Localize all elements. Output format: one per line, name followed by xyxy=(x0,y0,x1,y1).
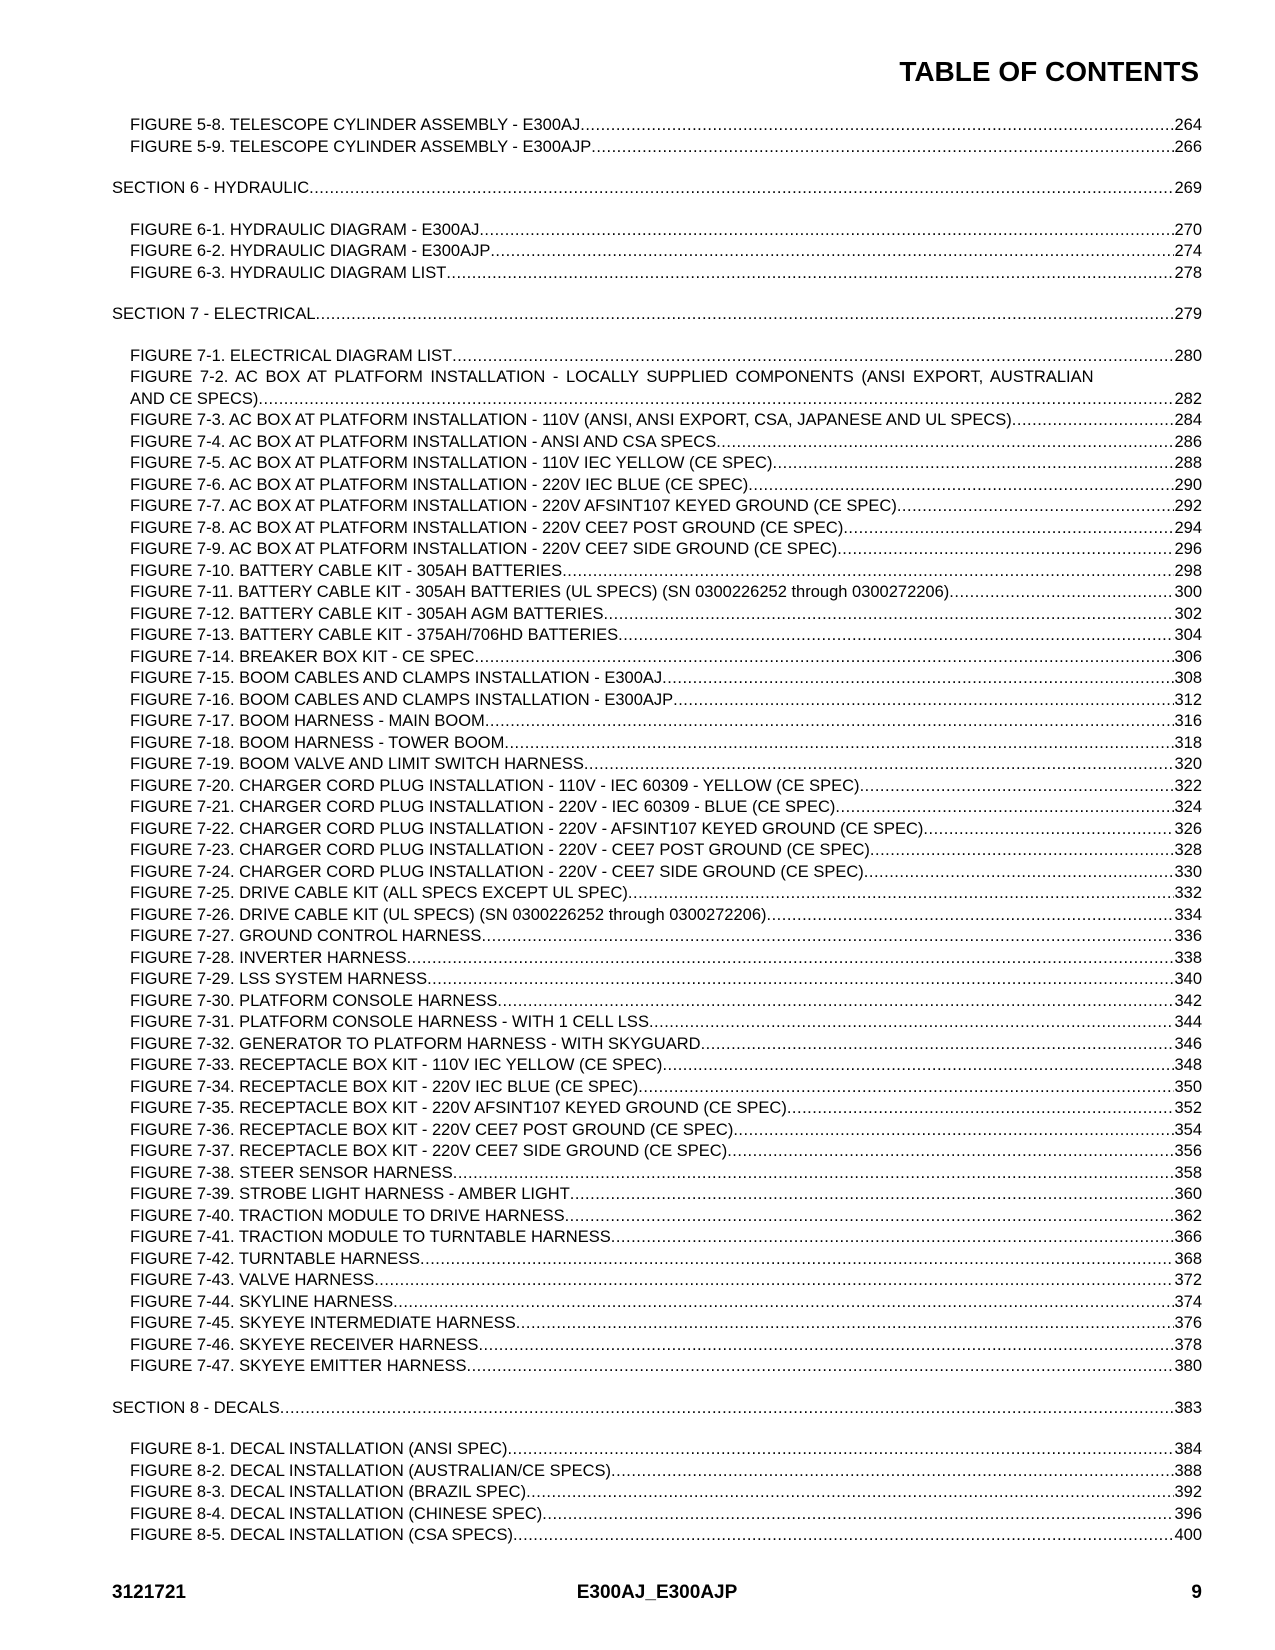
dot-leader xyxy=(374,1270,1174,1292)
toc-entry xyxy=(112,1163,1202,1185)
toc-entry-title: FIGURE 7-21. CHARGER CORD PLUG INSTALLATION - 220V - IEC 60309 - BLUE (CE SPEC) xyxy=(130,798,836,816)
toc-entry xyxy=(112,1098,1202,1120)
toc-entry-title: FIGURE 7-44. SKYLINE HARNESS xyxy=(130,1292,394,1311)
toc-entry-page: 294 xyxy=(1174,518,1202,537)
toc-entry xyxy=(112,647,1202,669)
toc-entry-title: FIGURE 7-36. RECEPTACLE BOX KIT - 220V CEE7 POST GROUND (CE SPEC) xyxy=(130,1120,734,1139)
toc-entry-title: FIGURE 7-30. PLATFORM CONSOLE HARNESS xyxy=(130,991,498,1010)
toc-entry-title: FIGURE 7-46. SKYEYE RECEIVER HARNESS xyxy=(130,1335,479,1354)
toc-entry xyxy=(112,668,1202,690)
toc-entry-page: 338 xyxy=(1174,948,1202,967)
toc-entry-title: FIGURE 7-8. AC BOX AT PLATFORM INSTALLATION - 220V CEE7 POST GROUND (CE SPEC) xyxy=(130,518,844,537)
toc-entry-page: 278 xyxy=(1174,263,1202,282)
dot-leader xyxy=(772,453,1174,475)
toc-entry xyxy=(112,496,1202,518)
toc-entry-title: FIGURE 7-40. TRACTION MODULE TO DRIVE HARNESS xyxy=(130,1206,565,1225)
toc-entry-page: 358 xyxy=(1174,1163,1202,1182)
toc-entry xyxy=(112,582,1202,604)
toc-entry-page: 290 xyxy=(1174,475,1202,494)
toc-section-page: 269 xyxy=(1174,179,1202,197)
toc-entry xyxy=(112,991,1202,1013)
toc-entry-page: 346 xyxy=(1174,1034,1202,1053)
toc-entry xyxy=(112,1313,1202,1335)
toc-entry-page: 374 xyxy=(1174,1292,1202,1311)
dot-leader xyxy=(843,518,1174,540)
toc-entry xyxy=(112,754,1202,776)
toc-entry-page: 384 xyxy=(1174,1440,1202,1458)
toc-entry-title: FIGURE 7-9. AC BOX AT PLATFORM INSTALLATION - 220V CEE7 SIDE GROUND (CE SPEC) xyxy=(130,540,838,558)
toc-entry-page: 392 xyxy=(1174,1483,1202,1501)
toc-entry xyxy=(112,926,1202,948)
toc-entry-page: 322 xyxy=(1174,776,1202,795)
toc-entry-title: FIGURE 7-16. BOOM CABLES AND CLAMPS INSTALLATION - E300AJP xyxy=(130,690,674,709)
toc-entry-page: 334 xyxy=(1174,905,1202,924)
toc-entry-page: 306 xyxy=(1174,647,1202,666)
toc-entry xyxy=(112,690,1202,712)
toc-entry xyxy=(112,948,1202,970)
dot-leader xyxy=(638,1077,1174,1099)
toc-entry-title: FIGURE 7-17. BOOM HARNESS - MAIN BOOM xyxy=(130,712,485,730)
toc-entry xyxy=(112,1461,1202,1483)
toc-entry-title: FIGURE 7-15. BOOM CABLES AND CLAMPS INSTALLATION - E300AJ xyxy=(130,669,663,687)
dot-leader xyxy=(478,1335,1174,1357)
toc-entry-page: 356 xyxy=(1174,1142,1202,1160)
toc-section-title: SECTION 7 - ELECTRICAL xyxy=(112,305,316,323)
toc-entry-title: FIGURE 7-47. SKYEYE EMITTER HARNESS xyxy=(130,1357,467,1375)
toc-entry xyxy=(112,389,1202,411)
toc-entry-page: 288 xyxy=(1174,454,1202,472)
dot-leader xyxy=(526,1482,1174,1504)
toc-entry xyxy=(112,241,1202,263)
dot-leader xyxy=(407,948,1175,970)
toc-entry xyxy=(112,475,1202,497)
toc-entry-title: FIGURE 7-24. CHARGER CORD PLUG INSTALLATION - 220V - CEE7 SIDE GROUND (CE SPEC) xyxy=(130,862,864,881)
toc-entry-title: FIGURE 7-45. SKYEYE INTERMEDIATE HARNESS xyxy=(130,1314,516,1332)
toc-entry xyxy=(112,1055,1202,1077)
toc-entry xyxy=(112,432,1202,454)
dot-leader xyxy=(452,346,1174,368)
toc-entry xyxy=(112,1525,1202,1547)
toc-entry-page: 336 xyxy=(1174,927,1202,945)
toc-entry-page: 350 xyxy=(1174,1077,1202,1096)
toc-entry-page: 360 xyxy=(1174,1185,1202,1203)
toc-entry-title: FIGURE 7-37. RECEPTACLE BOX KIT - 220V CEE7 SIDE GROUND (CE SPEC) xyxy=(130,1142,728,1160)
dot-leader xyxy=(628,883,1175,905)
toc-entry xyxy=(112,1335,1202,1357)
dot-leader xyxy=(787,1098,1175,1120)
dot-leader xyxy=(603,604,1174,626)
dot-leader xyxy=(453,1163,1175,1185)
dot-leader xyxy=(748,475,1174,497)
dot-leader xyxy=(662,668,1174,690)
toc-entry xyxy=(112,1077,1202,1099)
dot-leader xyxy=(479,220,1174,242)
page-title: TABLE OF CONTENTS xyxy=(899,56,1199,87)
dot-leader xyxy=(584,754,1175,776)
toc-entry xyxy=(112,1227,1202,1249)
dot-leader xyxy=(923,819,1174,841)
toc-entry-page: 298 xyxy=(1174,561,1202,580)
toc-entry-page: 366 xyxy=(1174,1228,1202,1246)
dot-leader xyxy=(542,1504,1174,1526)
dot-leader xyxy=(446,263,1174,285)
toc-entry xyxy=(112,1141,1202,1163)
toc-entry-title: FIGURE 8-5. DECAL INSTALLATION (CSA SPECS) xyxy=(130,1526,513,1544)
toc-entry-title: FIGURE 7-6. AC BOX AT PLATFORM INSTALLATION - 220V IEC BLUE (CE SPEC) xyxy=(130,475,749,494)
dot-leader xyxy=(280,1398,1175,1420)
toc-entry xyxy=(112,1504,1202,1526)
dot-leader xyxy=(767,905,1175,927)
toc-entry-page: 316 xyxy=(1174,712,1202,730)
dot-leader xyxy=(485,711,1175,733)
dot-leader xyxy=(860,776,1175,798)
dot-leader xyxy=(427,969,1174,991)
toc-entry-title: FIGURE 7-18. BOOM HARNESS - TOWER BOOM xyxy=(130,733,505,752)
dot-leader xyxy=(949,582,1174,604)
toc-entry-title: FIGURE 7-4. AC BOX AT PLATFORM INSTALLATION - ANSI AND CSA SPECS xyxy=(130,432,717,451)
toc-entry xyxy=(112,625,1202,647)
dot-leader xyxy=(591,137,1174,159)
toc-entry-page: 332 xyxy=(1174,884,1202,902)
toc-entry xyxy=(112,561,1202,583)
toc-entry-title: FIGURE 7-12. BATTERY CABLE KIT - 305AH AGM BATTERIES xyxy=(130,604,604,623)
dot-leader xyxy=(870,840,1175,862)
toc-entry xyxy=(112,840,1202,862)
toc-entry xyxy=(112,1292,1202,1314)
dot-leader xyxy=(497,991,1174,1013)
toc-entry-title: FIGURE 6-2. HYDRAULIC DIAGRAM - E300AJP xyxy=(130,242,491,260)
dot-leader xyxy=(611,1461,1174,1483)
toc-entry xyxy=(112,1439,1202,1461)
toc-entry-page: 354 xyxy=(1174,1120,1202,1139)
dot-leader xyxy=(580,115,1174,137)
toc-entry xyxy=(112,883,1202,905)
toc-entry xyxy=(112,346,1202,368)
toc-entry xyxy=(112,1482,1202,1504)
toc-entry-page: 348 xyxy=(1174,1056,1202,1074)
toc-section-page: 279 xyxy=(1174,305,1202,323)
toc-entry-title: FIGURE 8-1. DECAL INSTALLATION (ANSI SPEC) xyxy=(130,1440,508,1458)
dot-leader xyxy=(570,1184,1175,1206)
dot-leader xyxy=(513,1525,1175,1547)
toc-entry xyxy=(112,1356,1202,1378)
toc-entry xyxy=(112,220,1202,242)
dot-leader xyxy=(474,647,1174,669)
toc-entry xyxy=(112,1249,1202,1271)
dot-leader xyxy=(611,1227,1175,1249)
dot-leader xyxy=(467,1356,1175,1378)
dot-leader xyxy=(662,1055,1174,1077)
model-name: E300AJ_E300AJP xyxy=(576,1582,738,1603)
table-of-contents xyxy=(112,115,1202,1547)
toc-entry-page: 328 xyxy=(1174,841,1202,859)
toc-entry-page: 266 xyxy=(1174,137,1202,156)
toc-entry-page: 296 xyxy=(1174,540,1202,558)
toc-entry-page: 400 xyxy=(1174,1526,1202,1544)
toc-entry xyxy=(112,410,1202,432)
toc-entry-page: 274 xyxy=(1174,242,1202,260)
dot-leader xyxy=(490,241,1174,263)
page-number: 9 xyxy=(1191,1582,1202,1603)
toc-entry-page: 376 xyxy=(1174,1314,1202,1332)
toc-entry-page: 330 xyxy=(1174,862,1202,881)
toc-entry-page: 320 xyxy=(1174,755,1202,773)
toc-entry-title: FIGURE 7-35. RECEPTACLE BOX KIT - 220V AFSINT107 KEYED GROUND (CE SPEC) xyxy=(130,1099,787,1117)
toc-entry xyxy=(112,518,1202,540)
toc-section-page: 383 xyxy=(1174,1398,1202,1417)
toc-entry-title: FIGURE 7-38. STEER SENSOR HARNESS xyxy=(130,1163,453,1182)
toc-entry-title: FIGURE 7-14. BREAKER BOX KIT - CE SPEC xyxy=(130,647,475,666)
toc-entry-page: 396 xyxy=(1174,1504,1202,1523)
toc-entry-page: 300 xyxy=(1174,583,1202,601)
toc-entry xyxy=(112,453,1202,475)
toc-entry xyxy=(112,137,1202,159)
toc-entry-title: FIGURE 7-34. RECEPTACLE BOX KIT - 220V IEC BLUE (CE SPEC) xyxy=(130,1077,639,1096)
toc-entry xyxy=(112,905,1202,927)
toc-entry xyxy=(112,1206,1202,1228)
dot-leader xyxy=(727,1141,1174,1163)
toc-entry-page: 286 xyxy=(1174,432,1202,451)
dot-leader xyxy=(507,1439,1174,1461)
toc-entry-page: 270 xyxy=(1174,220,1202,239)
toc-entry-page: 318 xyxy=(1174,733,1202,752)
dot-leader xyxy=(420,1249,1174,1271)
dot-leader xyxy=(481,926,1174,948)
toc-entry-page: 324 xyxy=(1174,798,1202,816)
toc-entry-page: 340 xyxy=(1174,970,1202,988)
toc-entry xyxy=(112,539,1202,561)
toc-entry-page: 312 xyxy=(1174,690,1202,709)
toc-entry-title: FIGURE 7-19. BOOM VALVE AND LIMIT SWITCH HARNESS xyxy=(130,755,584,773)
toc-entry-page: 302 xyxy=(1174,604,1202,623)
toc-entry-title: FIGURE 6-1. HYDRAULIC DIAGRAM - E300AJ xyxy=(130,220,480,239)
dot-leader xyxy=(837,539,1174,561)
toc-entry-page: 368 xyxy=(1174,1249,1202,1268)
toc-entry-title: FIGURE 5-9. TELESCOPE CYLINDER ASSEMBLY - E300AJP xyxy=(130,137,592,156)
toc-entry xyxy=(112,1270,1202,1292)
toc-entry xyxy=(112,115,1202,137)
toc-entry xyxy=(112,819,1202,841)
toc-entry-title: FIGURE 7-7. AC BOX AT PLATFORM INSTALLATION - 220V AFSINT107 KEYED GROUND (CE SPEC) xyxy=(130,497,897,515)
toc-entry-page: 388 xyxy=(1174,1461,1202,1480)
toc-entry-title: FIGURE 7-5. AC BOX AT PLATFORM INSTALLATION - 110V IEC YELLOW (CE SPEC) xyxy=(130,454,773,472)
toc-entry-title: FIGURE 7-10. BATTERY CABLE KIT - 305AH BATTERIES xyxy=(130,561,563,580)
toc-entry xyxy=(112,862,1202,884)
document-number: 3121721 xyxy=(112,1582,186,1603)
dot-leader xyxy=(835,797,1174,819)
toc-entry-title: FIGURE 7-1. ELECTRICAL DIAGRAM LIST xyxy=(130,346,453,365)
toc-entry-title-line1: FIGURE 7-2. AC BOX AT PLATFORM INSTALLATION - LOCALLY SUPPLIED COMPONENTS (ANSI EXPORT, AUSTRALIAN xyxy=(130,368,1094,386)
toc-entry-page: 282 xyxy=(1174,389,1202,408)
dot-leader xyxy=(733,1120,1174,1142)
toc-entry-title: FIGURE 7-20. CHARGER CORD PLUG INSTALLATION - 110V - IEC 60309 - YELLOW (CE SPEC) xyxy=(130,776,860,795)
toc-entry-page: 362 xyxy=(1174,1206,1202,1225)
toc-entry-title: FIGURE 7-39. STROBE LIGHT HARNESS - AMBER LIGHT xyxy=(130,1185,570,1203)
toc-entry-title: FIGURE 7-13. BATTERY CABLE KIT - 375AH/706HD BATTERIES xyxy=(130,626,619,644)
toc-entry xyxy=(112,733,1202,755)
toc-entry-page: 378 xyxy=(1174,1335,1202,1354)
toc-entry-page: 264 xyxy=(1174,116,1202,134)
dot-leader xyxy=(897,496,1175,518)
toc-entry-page: 352 xyxy=(1174,1099,1202,1117)
dot-leader xyxy=(864,862,1175,884)
toc-entry xyxy=(112,711,1202,733)
toc-entry-title: FIGURE 7-26. DRIVE CABLE KIT (UL SPECS) (SN 0300226252 through 0300272206) xyxy=(130,905,767,924)
toc-entry-title: FIGURE 7-11. BATTERY CABLE KIT - 305AH BATTERIES (UL SPECS) (SN 0300226252 through 0300272206) xyxy=(130,583,950,601)
toc-section-title: SECTION 6 - HYDRAULIC xyxy=(112,179,310,197)
toc-entry-page: 280 xyxy=(1174,346,1202,365)
toc-entry-page: 304 xyxy=(1174,626,1202,644)
toc-entry-title: FIGURE 8-4. DECAL INSTALLATION (CHINESE SPEC) xyxy=(130,1504,543,1523)
toc-entry-page: 292 xyxy=(1174,497,1202,515)
toc-entry xyxy=(112,1034,1202,1056)
toc-entry-page: 380 xyxy=(1174,1357,1202,1375)
toc-entry-title: FIGURE 7-3. AC BOX AT PLATFORM INSTALLATION - 110V (ANSI, ANSI EXPORT, CSA, JAPANESE AND UL SPECS) xyxy=(130,411,1012,429)
dot-leader xyxy=(716,432,1174,454)
dot-leader xyxy=(1012,410,1175,432)
toc-entry-title: FIGURE 7-32. GENERATOR TO PLATFORM HARNESS - WITH SKYGUARD xyxy=(130,1034,701,1053)
dot-leader xyxy=(701,1034,1175,1056)
toc-entry-page: 326 xyxy=(1174,819,1202,838)
toc-entry-title: FIGURE 6-3. HYDRAULIC DIAGRAM LIST xyxy=(130,263,447,282)
toc-entry-title: FIGURE 7-23. CHARGER CORD PLUG INSTALLATION - 220V - CEE7 POST GROUND (CE SPEC) xyxy=(130,841,870,859)
toc-entry xyxy=(112,797,1202,819)
toc-entry xyxy=(112,1120,1202,1142)
toc-entry-title: FIGURE 7-43. VALVE HARNESS xyxy=(130,1271,375,1289)
dot-leader xyxy=(393,1292,1174,1314)
dot-leader xyxy=(516,1313,1175,1335)
toc-entry-title-line2: AND CE SPECS) xyxy=(130,389,259,408)
toc-entry xyxy=(112,263,1202,285)
toc-entry-title: FIGURE 7-27. GROUND CONTROL HARNESS xyxy=(130,927,482,945)
toc-entry-title: FIGURE 7-42. TURNTABLE HARNESS xyxy=(130,1249,421,1268)
toc-entry xyxy=(112,604,1202,626)
dot-leader xyxy=(673,690,1174,712)
dot-leader xyxy=(504,733,1174,755)
toc-entry-page: 308 xyxy=(1174,669,1202,687)
dot-leader xyxy=(649,1012,1175,1034)
toc-entry-page: 344 xyxy=(1174,1013,1202,1031)
toc-entry xyxy=(112,969,1202,991)
toc-section xyxy=(112,1398,1202,1420)
dot-leader xyxy=(618,625,1174,647)
toc-entry xyxy=(112,1012,1202,1034)
toc-entry-title: FIGURE 8-3. DECAL INSTALLATION (BRAZIL SPEC) xyxy=(130,1483,527,1501)
toc-entry-title: FIGURE 7-41. TRACTION MODULE TO TURNTABLE HARNESS xyxy=(130,1228,611,1246)
dot-leader xyxy=(316,304,1175,326)
dot-leader xyxy=(565,1206,1175,1228)
toc-entry-page: 284 xyxy=(1174,411,1202,429)
dot-leader xyxy=(309,178,1174,200)
toc-entry-page: 372 xyxy=(1174,1271,1202,1289)
toc-entry-title: FIGURE 7-22. CHARGER CORD PLUG INSTALLATION - 220V - AFSINT107 KEYED GROUND (CE SPEC) xyxy=(130,819,924,838)
toc-entry xyxy=(112,776,1202,798)
dot-leader xyxy=(562,561,1174,583)
toc-entry-title: FIGURE 7-28. INVERTER HARNESS xyxy=(130,948,407,967)
toc-section xyxy=(112,304,1202,326)
toc-section xyxy=(112,178,1202,200)
toc-entry-page: 342 xyxy=(1174,991,1202,1010)
toc-entry xyxy=(112,1184,1202,1206)
toc-section-title: SECTION 8 - DECALS xyxy=(112,1398,280,1417)
dot-leader xyxy=(258,389,1174,411)
toc-entry-title: FIGURE 7-33. RECEPTACLE BOX KIT - 110V IEC YELLOW (CE SPEC) xyxy=(130,1056,663,1074)
toc-entry-title: FIGURE 8-2. DECAL INSTALLATION (AUSTRALIAN/CE SPECS) xyxy=(130,1461,612,1480)
toc-entry-title: FIGURE 7-29. LSS SYSTEM HARNESS xyxy=(130,970,428,988)
toc-entry-title: FIGURE 7-31. PLATFORM CONSOLE HARNESS - WITH 1 CELL LSS xyxy=(130,1013,649,1031)
toc-entry-title: FIGURE 7-25. DRIVE CABLE KIT (ALL SPECS EXCEPT UL SPEC) xyxy=(130,884,628,902)
toc-entry-title: FIGURE 5-8. TELESCOPE CYLINDER ASSEMBLY - E300AJ xyxy=(130,116,581,134)
